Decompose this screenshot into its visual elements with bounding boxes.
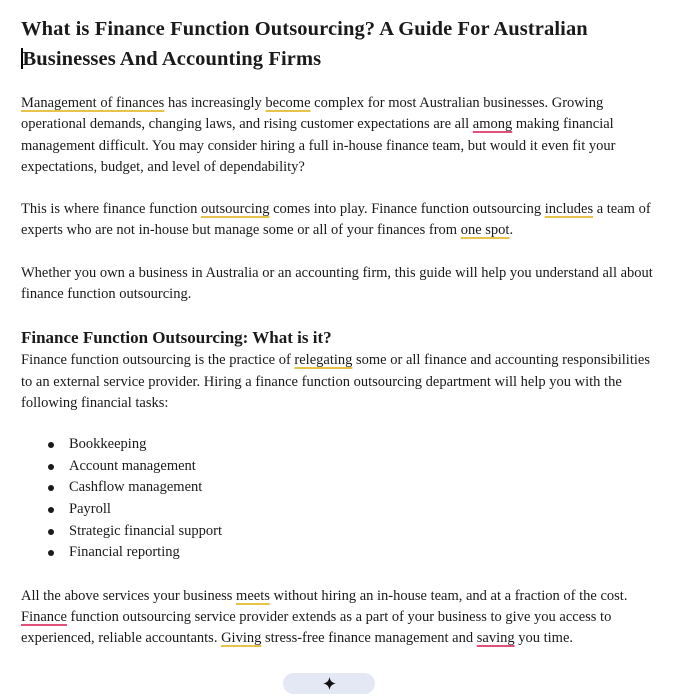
suggestion-underline[interactable]: become — [265, 95, 311, 111]
paragraph-guide: Whether you own a business in Australia or an accounting firm, this guide will help you understand all about finance function outsourcing. — [21, 264, 653, 303]
paragraph-intro — [21, 93, 661, 178]
paragraph-definition — [21, 350, 661, 414]
text-run: complex for most Australian businesses. Growing operational demands, changing laws, and rising customer expectations are all — [21, 95, 604, 133]
list-item-label: Payroll — [69, 501, 111, 518]
sparkle-icon — [323, 677, 336, 690]
paragraph-benefits — [21, 586, 661, 650]
text-run: This is where finance function — [21, 201, 201, 218]
suggestion-underline[interactable]: relegating — [294, 352, 353, 369]
text-run: you time. — [514, 630, 574, 647]
bullet-icon — [48, 507, 54, 513]
list-item — [48, 434, 661, 456]
text-run: making financial management difficult. You may consider hiring a full in-house finance team, but would it even fit your expectations, budget, and level of dependability? — [21, 116, 616, 175]
text-run: stress-free finance management and — [261, 630, 477, 647]
list-item — [48, 521, 661, 543]
suggestion-underline[interactable]: outsourcing — [200, 201, 270, 218]
text-run: without hiring an in-house team, and at a fraction of the cost. — [269, 587, 628, 604]
title-line-2: Businesses And Accounting Firms — [22, 48, 322, 70]
suggestion-underline[interactable]: Management of finances — [21, 95, 165, 111]
section-heading: Finance Function Outsourcing: What is it? — [21, 328, 332, 348]
spelling-underline[interactable]: Finance — [21, 609, 67, 626]
bullet-icon — [48, 529, 54, 535]
spelling-underline[interactable]: among — [472, 116, 513, 133]
task-list — [21, 434, 661, 564]
text-run: function outsourcing service provider extends as a part of your business to give you access to experienced, reliable accountants. — [21, 609, 612, 647]
document-title — [21, 14, 661, 74]
bullet-icon — [48, 485, 54, 491]
suggestion-underline[interactable]: meets — [236, 587, 270, 604]
list-item — [48, 499, 661, 521]
paragraph-outsourcing — [21, 199, 661, 242]
list-item — [48, 456, 661, 478]
text-run: some or all finance and accounting responsibilities to an external service provider. Hiring a finance function outsourcing department will help you with the following financial tasks: — [21, 352, 650, 411]
bullet-icon — [48, 442, 54, 448]
bullet-icon — [48, 464, 54, 470]
list-item-label: Bookkeeping — [69, 436, 147, 453]
list-item — [48, 477, 661, 499]
bullet-icon — [48, 550, 54, 556]
ai-assist-button[interactable] — [283, 673, 375, 694]
list-item-label: Strategic financial support — [69, 522, 223, 539]
spelling-underline[interactable]: saving — [476, 630, 515, 647]
suggestion-underline[interactable]: includes — [544, 201, 594, 218]
text-run: . — [509, 222, 514, 239]
list-item-label: Account management — [69, 457, 196, 474]
text-run: All the above services your business — [21, 587, 237, 604]
text-run: Finance function outsourcing is the practice of — [21, 352, 295, 369]
document-body[interactable] — [21, 14, 661, 671]
list-item-label: Cashflow management — [69, 479, 203, 496]
list-item-label: Financial reporting — [69, 544, 180, 561]
text-run: comes into play. Finance function outsourcing — [269, 201, 545, 218]
title-line-1: What is Finance Function Outsourcing? A Guide For Australian — [21, 18, 588, 40]
text-run: a team of experts who are not in-house but manage some or all of your finances from — [21, 201, 651, 239]
suggestion-underline[interactable]: one spot — [460, 222, 510, 239]
suggestion-underline[interactable]: Giving — [221, 630, 262, 647]
text-run: has increasingly — [164, 95, 266, 111]
list-item — [48, 542, 661, 564]
